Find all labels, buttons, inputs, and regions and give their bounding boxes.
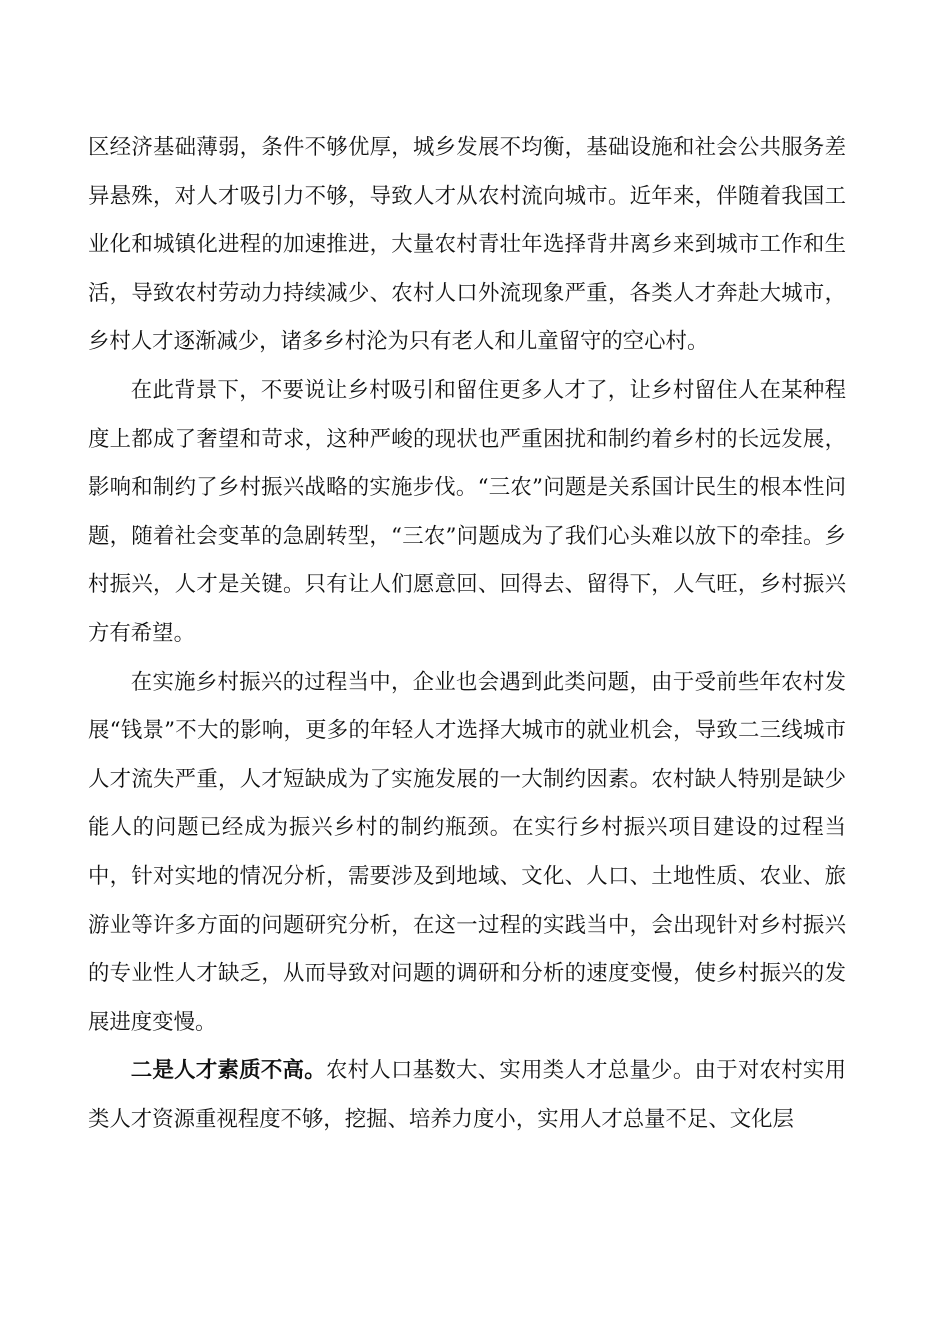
paragraph-lead-heading: 二是人才素质不高。: [130, 1058, 326, 1084]
paragraph-body-text: 农村人口基数大、实用类人才总量少。由于对农村实用类人才资源重视程度不够，挖掘、培养力度小，实用人才总量不足、文化层: [88, 1058, 846, 1132]
paragraph-background-three-rural-issues: 在此背景下，不要说让乡村吸引和留住更多人才了，让乡村留住人在某种程度上都成了奢望和苛求，这种严峻的现状也严重困扰和制约着乡村的长远发展，影响和制约了乡村振兴战略的实施步伐。“三农”问题是关系国计民生的根本性问题，随着社会变革的急剧转型，“三农”问题成为了我们心头难以放下的牵挂。乡村振兴，人才是关键。只有让人们愿意回、回得去、留得下，人气旺，乡村振兴方有希望。: [88, 377, 846, 646]
document-page: [88, 124, 846, 1144]
paragraph-enterprise-talent-shortage: 在实施乡村振兴的过程当中，企业也会遇到此类问题，由于受前些年农村发展“钱景”不大的影响，更多的年轻人才选择大城市的就业机会，导致二三线城市人才流失严重，人才短缺成为了实施发展的一大制约因素。农村缺人特别是缺少能人的问题已经成为振兴乡村的制约瓶颈。在实行乡村振兴项目建设的过程当中，针对实地的情况分析，需要涉及到地域、文化、人口、土地性质、农业、旅游业等许多方面的问题研究分析，在这一过程的实践当中，会出现针对乡村振兴的专业性人才缺乏，从而导致对问题的调研和分析的速度变慢，使乡村振兴的发展进度变慢。: [88, 669, 846, 1035]
paragraph-talent-quality: [88, 1047, 846, 1144]
paragraph-rural-talent-outflow: 区经济基础薄弱，条件不够优厚，城乡发展不均衡，基础设施和社会公共服务差异悬殊，对人才吸引力不够，导致人才从农村流向城市。近年来，伴随着我国工业化和城镇化进程的加速推进，大量农村青壮年选择背井离乡来到城市工作和生活，导致农村劳动力持续减少、农村人口外流现象严重，各类人才奔赴大城市，乡村人才逐渐减少，诸多乡村沦为只有老人和儿童留守的空心村。: [88, 135, 846, 355]
